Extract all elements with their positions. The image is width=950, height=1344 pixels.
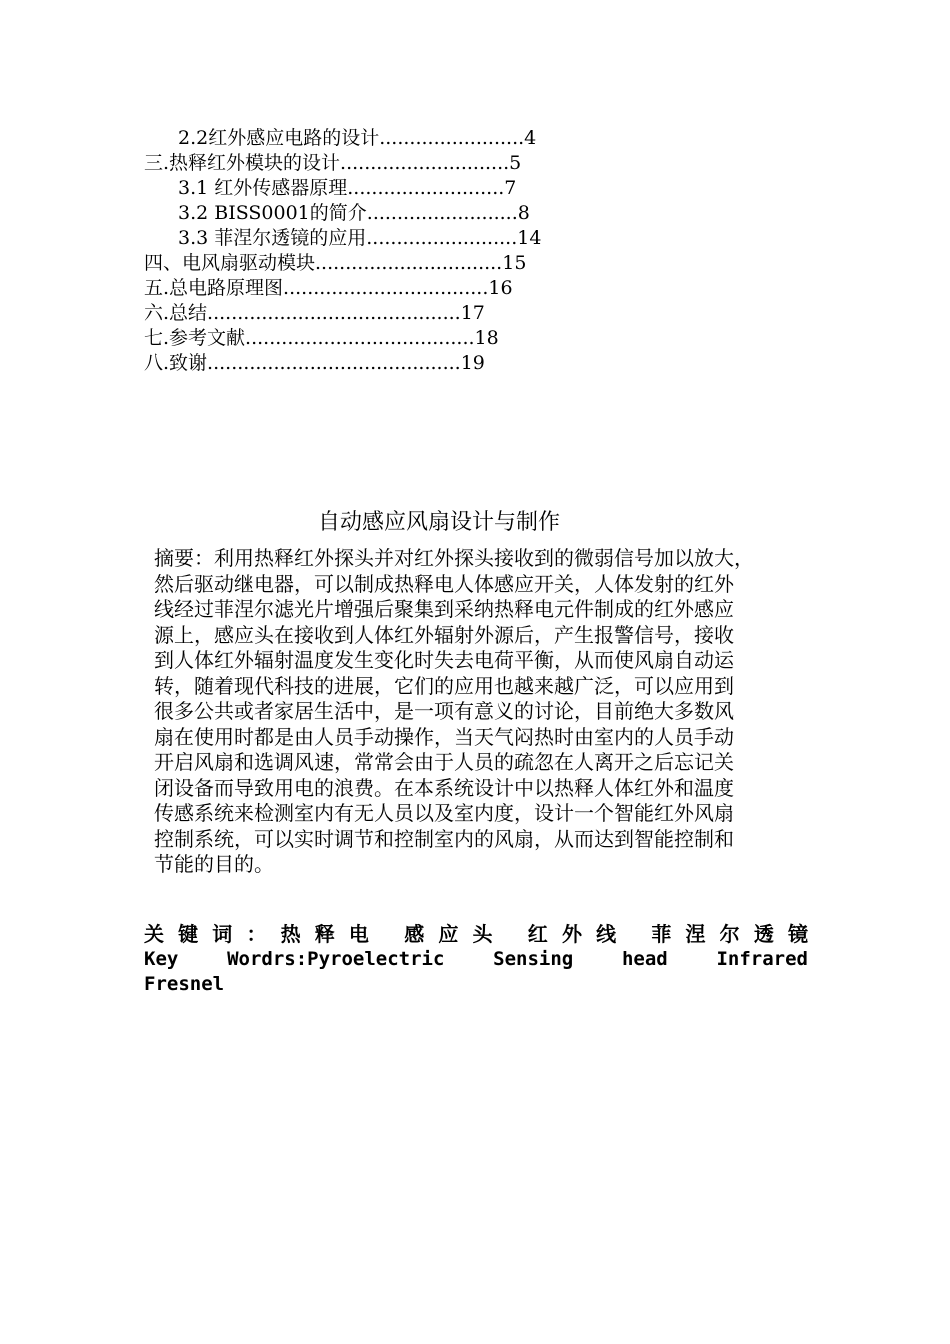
toc-entry[interactable]: 四、电风扇驱动模块...............................15 [144,252,527,274]
toc-entry[interactable]: 八.致谢..........................................19 [144,352,485,374]
abstract-line: 闭设备而导致用电的浪费。在本系统设计中以热释人体红外和温度 [154,775,734,800]
toc-entry[interactable]: 七.参考文献......................................18 [144,327,499,349]
abstract-line: 开启风扇和选调风速，常常会由于人员的疏忽在人离开之后忘记关 [154,750,734,774]
keywords-english [144,947,808,997]
abstract-line: 源上，感应头在接收到人体红外辐射外源后，产生报警信号，接收 [154,622,734,647]
keyword: Fresnel [144,973,225,995]
abstract-line: 然后驱动继电器，可以制成热释电人体感应开关，人体发射的红外 [154,571,734,596]
abstract-line: 线经过菲涅尔滤光片增强后聚集到采纳热释电元件制成的红外感应 [154,597,734,621]
toc-entry[interactable]: 六.总结..........................................17 [144,302,485,324]
keyword: Infrared [716,948,808,970]
keyword: head [621,948,668,970]
table-of-contents [144,126,724,376]
keyword: Sensing [493,948,574,970]
abstract-line: 节能的目的。 [154,852,274,876]
abstract-line: 扇在使用时都是由人员手动操作，当天气闷热时由室内的人员手动 [154,724,734,749]
toc-entry[interactable]: 三.热释红外模块的设计............................5 [144,152,522,174]
toc-entry[interactable]: 3.2 BISS0001的简介.........................8 [178,202,530,224]
abstract-line: 转，随着现代科技的进展，它们的应用也越来越广泛，可以应用到 [154,673,734,698]
abstract-line: 控制系统，可以实时调节和控制室内的风扇，从而达到智能控制和 [154,826,734,851]
abstract-line: 很多公共或者家居生活中，是一项有意义的讨论，目前绝大多数风 [154,699,734,723]
toc-entry[interactable]: 3.1 红外传感器原理..........................7 [178,177,517,199]
toc-entry[interactable]: 2.2红外感应电路的设计........................4 [178,127,537,149]
document-title: 自动感应风扇设计与制作 [317,510,560,535]
keywords-english-row [144,947,808,972]
keyword: Key [144,948,179,970]
toc-entry[interactable]: 3.3 菲涅尔透镜的应用.........................14 [178,227,542,249]
abstract [154,546,814,878]
abstract-line: 摘要：利用热释红外探头并对红外探头接收到的微弱信号加以放大， [154,546,754,570]
keyword: Wordrs:Pyroelectric [227,948,445,970]
abstract-line: 到人体红外辐射温度发生变化时失去电荷平衡，从而使风扇自动运 [154,648,734,672]
abstract-line: 传感系统来检测室内有无人员以及室内度，设计一个智能红外风扇 [154,801,734,825]
keywords-chinese: 关键词：热释电 感应头 红外线 菲涅尔透镜 [144,922,808,946]
toc-entry[interactable]: 五.总电路原理图..................................16 [144,277,513,299]
